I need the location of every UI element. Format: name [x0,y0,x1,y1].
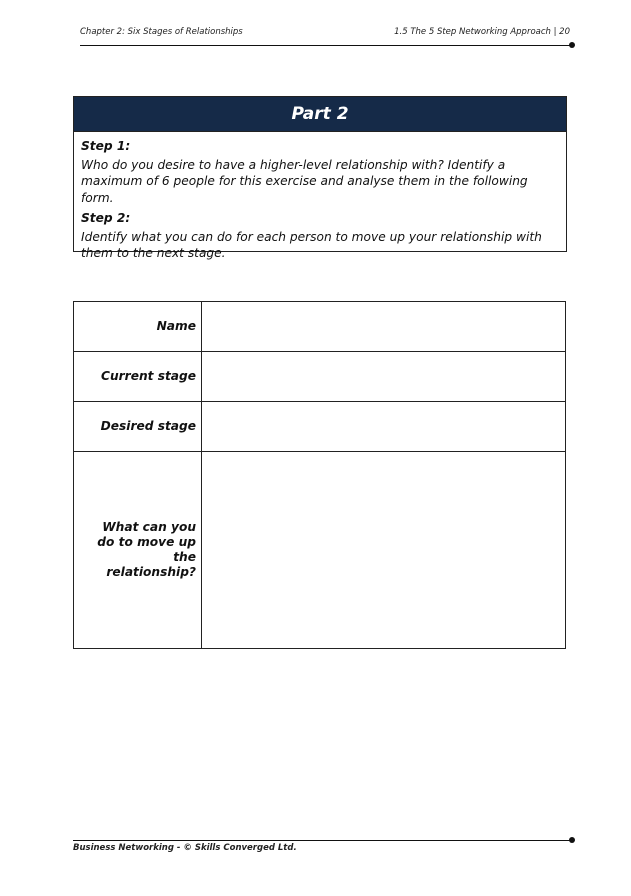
form-label-desired-stage: Desired stage [74,402,202,452]
part-body [74,132,566,261]
step2-heading: Step 2: [81,210,131,225]
footer-copyright: Business Networking - © Skills Converged Ltd. [73,843,297,853]
form-row-name [74,302,566,352]
form-label-actions: What can you do to move up the relationship? [74,452,202,649]
running-header-chapter: Chapter 2: Six Stages of Relationships [80,27,243,37]
step1-text: Who do you desire to have a higher-level relationship with? Identify a maximum of 6 people for this exercise and analyse them in the following form. [81,158,528,205]
form-field-current-stage[interactable] [202,352,566,402]
form-field-desired-stage[interactable] [202,402,566,452]
part-instructions-box [73,96,567,261]
header-rule-dot [569,42,575,48]
step1-heading: Step 1: [81,139,131,153]
header-rule [80,45,571,46]
footer-rule [73,840,571,841]
form-label-current-stage: Current stage [74,352,202,402]
running-header-section-page: 1.5 The 5 Step Networking Approach | 20 [394,27,570,37]
form-row-actions [74,452,566,649]
form-row-current-stage [74,352,566,402]
part-title-bar [74,97,566,132]
form-label-name: Name [74,302,202,352]
part-title: Part 2 [291,104,349,124]
step2-text: Identify what you can do for each person to move up your relationship with them to the next stage. [81,230,542,261]
form-field-actions[interactable] [202,452,566,649]
form-field-name[interactable] [202,302,566,352]
footer-rule-dot [569,837,575,843]
relationship-form-table [73,301,566,649]
form-row-desired-stage [74,402,566,452]
